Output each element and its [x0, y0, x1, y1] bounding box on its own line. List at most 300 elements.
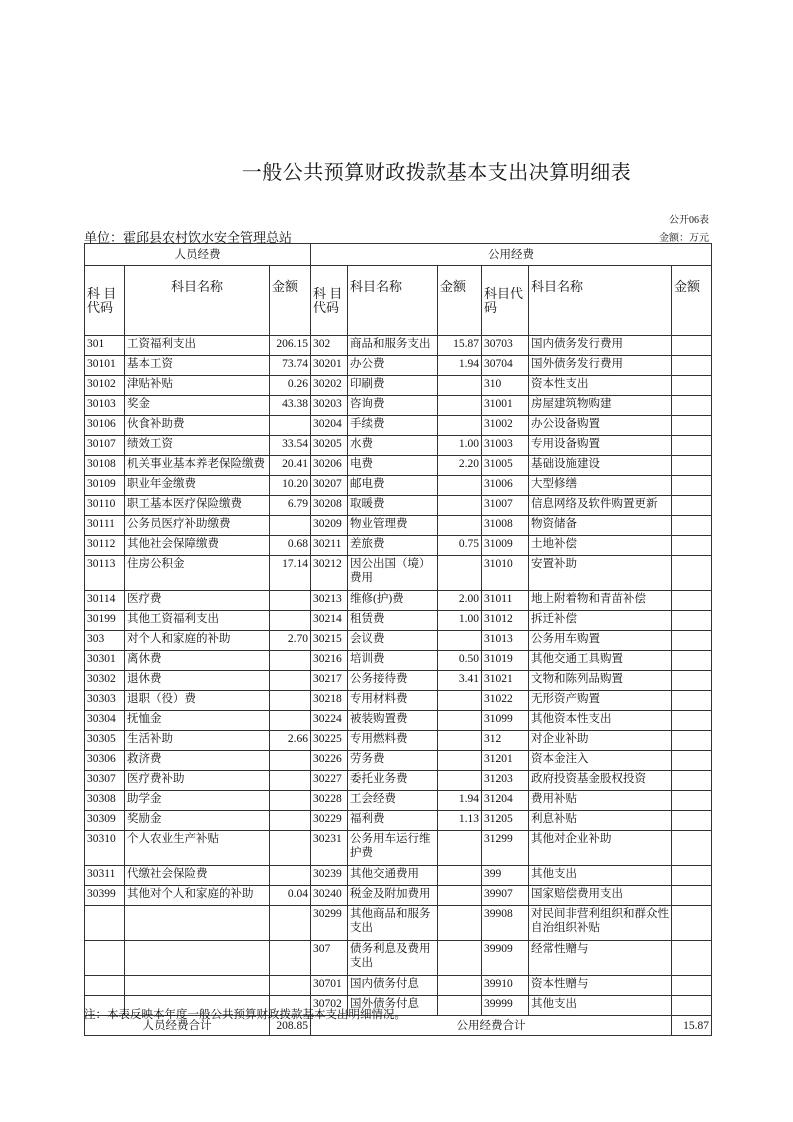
table-row: [85, 976, 712, 996]
cell-amount: [672, 356, 712, 376]
cell-code: 31299: [482, 831, 529, 866]
cell-code: 30202: [311, 376, 348, 396]
cell-code: 30308: [85, 791, 125, 811]
cell-name: 因公出国（境）费用: [348, 556, 438, 591]
cell-code: 31203: [482, 771, 529, 791]
cell-name: 其他工资福利支出: [125, 611, 270, 631]
money-unit-label: 金额：万元: [659, 233, 709, 244]
header-code: 科 目代码: [311, 266, 348, 336]
cell-amount: 10.20: [270, 476, 311, 496]
cell-name: 专用燃料费: [348, 731, 438, 751]
cell-name: 物业管理费: [348, 516, 438, 536]
cell-name: 公务员医疗补助缴费: [125, 516, 270, 536]
table-row: [85, 396, 712, 416]
cell-amount: [270, 611, 311, 631]
table-row: [85, 906, 712, 941]
cell-amount: 2.66: [270, 731, 311, 751]
cell-code: 39909: [482, 941, 529, 976]
group-header-row: [85, 244, 712, 266]
cell-code: 30111: [85, 516, 125, 536]
cell-amount: 3.41: [438, 671, 482, 691]
cell-name: 基本工资: [125, 356, 270, 376]
table-row: [85, 631, 712, 651]
cell-code: 31002: [482, 416, 529, 436]
cell-code: 31019: [482, 651, 529, 671]
cell-name: 奖励金: [125, 811, 270, 831]
cell-name: 债务利息及费用支出: [348, 941, 438, 976]
cell-code: 30109: [85, 476, 125, 496]
cell-amount: [270, 831, 311, 866]
cell-amount: [270, 691, 311, 711]
cell-amount: [270, 651, 311, 671]
cell-code: 31006: [482, 476, 529, 496]
cell-code: 30214: [311, 611, 348, 631]
cell-amount: [270, 941, 311, 976]
cell-amount: 0.68: [270, 536, 311, 556]
cell-code: 312: [482, 731, 529, 751]
cell-name: [125, 976, 270, 996]
cell-amount: [438, 831, 482, 866]
cell-code: 30399: [85, 886, 125, 906]
cell-code: 30702: [311, 996, 348, 1016]
cell-code: 30106: [85, 416, 125, 436]
cell-amount: 33.54: [270, 436, 311, 456]
cell-code: 30208: [311, 496, 348, 516]
cell-code: 30226: [311, 751, 348, 771]
cell-code: 30107: [85, 436, 125, 456]
cell-name: 对个人和家庭的补助: [125, 631, 270, 651]
cell-name: 国外债务付息: [348, 996, 438, 1016]
cell-code: 31008: [482, 516, 529, 536]
cell-code: 30203: [311, 396, 348, 416]
cell-code: 31205: [482, 811, 529, 831]
cell-name: 职业年金缴费: [125, 476, 270, 496]
cell-name: 费用补贴: [529, 791, 672, 811]
page-title: 一般公共预算财政拨款基本支出决算明细表: [241, 162, 632, 184]
cell-name: 工资福利支出: [125, 336, 270, 356]
cell-amount: 1.13: [438, 811, 482, 831]
table-row: [85, 496, 712, 516]
cell-code: 30102: [85, 376, 125, 396]
cell-code: 30703: [482, 336, 529, 356]
public-total-label: 公用经费合计: [311, 1016, 672, 1036]
table-row: [85, 591, 712, 611]
table-row: [85, 691, 712, 711]
table-row: [85, 436, 712, 456]
header-code: 科目代码: [482, 266, 529, 336]
cell-code: 30301: [85, 651, 125, 671]
cell-code: 30212: [311, 556, 348, 591]
cell-amount: [270, 711, 311, 731]
table-row: [85, 376, 712, 396]
cell-name: 其他交通工具购置: [529, 651, 672, 671]
cell-code: 30299: [311, 906, 348, 941]
header-name: 科目名称: [348, 266, 438, 336]
cell-code: 31009: [482, 536, 529, 556]
cell-amount: [672, 886, 712, 906]
cell-amount: [438, 751, 482, 771]
cell-code: 30217: [311, 671, 348, 691]
cell-code: 30101: [85, 356, 125, 376]
cell-code: 30114: [85, 591, 125, 611]
table-row: [85, 651, 712, 671]
cell-name: 工会经费: [348, 791, 438, 811]
cell-code: 30204: [311, 416, 348, 436]
cell-name: 机关事业基本养老保险缴费: [125, 456, 270, 476]
cell-code: 30108: [85, 456, 125, 476]
cell-code: 30205: [311, 436, 348, 456]
cell-name: 基础设施建设: [529, 456, 672, 476]
cell-amount: 2.00: [438, 591, 482, 611]
cell-amount: [438, 731, 482, 751]
cell-amount: [438, 771, 482, 791]
table-row: [85, 476, 712, 496]
cell-name: 税金及附加费用: [348, 886, 438, 906]
cell-code: 30303: [85, 691, 125, 711]
cell-code: 39910: [482, 976, 529, 996]
cell-code: 30211: [311, 536, 348, 556]
cell-code: 30218: [311, 691, 348, 711]
cell-name: 手续费: [348, 416, 438, 436]
cell-name: 拆迁补偿: [529, 611, 672, 631]
cell-amount: 15.87: [438, 336, 482, 356]
table-row: [85, 711, 712, 731]
cell-amount: [672, 336, 712, 356]
cell-amount: 1.00: [438, 436, 482, 456]
cell-amount: [672, 731, 712, 751]
cell-code: 30215: [311, 631, 348, 651]
cell-name: 印刷费: [348, 376, 438, 396]
cell-amount: [672, 456, 712, 476]
cell-amount: [438, 886, 482, 906]
cell-amount: [270, 771, 311, 791]
cell-name: 会议费: [348, 631, 438, 651]
cell-amount: [438, 711, 482, 731]
table-row: [85, 416, 712, 436]
header-amount: 金额: [270, 266, 311, 336]
cell-code: [85, 941, 125, 976]
cell-name: 绩效工资: [125, 436, 270, 456]
cell-name: 资本金注入: [529, 751, 672, 771]
column-header-row: [85, 266, 712, 336]
unit-label: 单位：霍邱县农村饮水安全管理总站: [84, 230, 293, 245]
cell-amount: [672, 436, 712, 456]
cell-amount: [270, 976, 311, 996]
cell-code: 30302: [85, 671, 125, 691]
cell-code: 302: [311, 336, 348, 356]
cell-amount: [672, 996, 712, 1016]
cell-code: 301: [85, 336, 125, 356]
cell-code: 39908: [482, 906, 529, 941]
cell-code: 30224: [311, 711, 348, 731]
cell-amount: [438, 996, 482, 1016]
cell-amount: 1.94: [438, 791, 482, 811]
cell-code: 30206: [311, 456, 348, 476]
cell-amount: [270, 866, 311, 886]
cell-code: 30199: [85, 611, 125, 631]
cell-amount: [672, 691, 712, 711]
cell-amount: [438, 476, 482, 496]
table-row: [85, 831, 712, 866]
cell-code: 30225: [311, 731, 348, 751]
cell-amount: [672, 831, 712, 866]
table-row: [85, 731, 712, 751]
table-row: [85, 941, 712, 976]
cell-name: 无形资产购置: [529, 691, 672, 711]
cell-code: 30704: [482, 356, 529, 376]
cell-amount: [672, 906, 712, 941]
cell-code: 30240: [311, 886, 348, 906]
cell-amount: [672, 771, 712, 791]
cell-amount: 20.41: [270, 456, 311, 476]
cell-name: 信息网络及软件购置更新: [529, 496, 672, 516]
cell-name: 其他支出: [529, 866, 672, 886]
cell-amount: [672, 791, 712, 811]
cell-name: 安置补助: [529, 556, 672, 591]
cell-amount: [270, 791, 311, 811]
cell-name: 培训费: [348, 651, 438, 671]
cell-code: 30309: [85, 811, 125, 831]
cell-amount: [672, 376, 712, 396]
cell-name: 电费: [348, 456, 438, 476]
cell-code: 31010: [482, 556, 529, 591]
cell-name: 被装购置费: [348, 711, 438, 731]
cell-amount: 73.74: [270, 356, 311, 376]
cell-amount: 43.38: [270, 396, 311, 416]
cell-amount: 1.00: [438, 611, 482, 631]
cell-amount: [672, 751, 712, 771]
cell-amount: 17.14: [270, 556, 311, 591]
cell-name: 公务接待费: [348, 671, 438, 691]
cell-amount: [672, 496, 712, 516]
public-total-value: 15.87: [672, 1016, 712, 1036]
cell-code: 30103: [85, 396, 125, 416]
cell-code: 31099: [482, 711, 529, 731]
cell-name: 文物和陈列品购置: [529, 671, 672, 691]
cell-code: 39999: [482, 996, 529, 1016]
cell-name: 其他支出: [529, 996, 672, 1016]
cell-code: 30201: [311, 356, 348, 376]
cell-amount: 206.15: [270, 336, 311, 356]
cell-code: 30110: [85, 496, 125, 516]
header-name: 科目名称: [529, 266, 672, 336]
table-row: [85, 811, 712, 831]
table-row: [85, 771, 712, 791]
cell-code: 307: [311, 941, 348, 976]
cell-amount: [438, 691, 482, 711]
cell-name: 资本性支出: [529, 376, 672, 396]
cell-name: 办公费: [348, 356, 438, 376]
cell-amount: [270, 811, 311, 831]
table-row: [85, 336, 712, 356]
cell-amount: [438, 556, 482, 591]
cell-name: 国家赔偿费用支出: [529, 886, 672, 906]
cell-code: 30228: [311, 791, 348, 811]
cell-name: 伙食补助费: [125, 416, 270, 436]
cell-code: 30207: [311, 476, 348, 496]
cell-name: 水费: [348, 436, 438, 456]
table-row: [85, 886, 712, 906]
expenditure-table: [84, 243, 712, 1036]
cell-amount: [438, 416, 482, 436]
cell-code: 31003: [482, 436, 529, 456]
table-row: [85, 671, 712, 691]
table-row: [85, 866, 712, 886]
cell-name: 个人农业生产补贴: [125, 831, 270, 866]
cell-code: 30239: [311, 866, 348, 886]
cell-name: 其他对个人和家庭的补助: [125, 886, 270, 906]
table-row: [85, 556, 712, 591]
cell-amount: [672, 416, 712, 436]
cell-amount: [270, 906, 311, 941]
cell-amount: [438, 516, 482, 536]
cell-name: 对民间非营利组织和群众性自治组织补贴: [529, 906, 672, 941]
cell-amount: [672, 396, 712, 416]
cell-code: 30307: [85, 771, 125, 791]
cell-amount: 6.79: [270, 496, 311, 516]
footnote: 注：本表反映本年度一般公共预算财政拨款基本支出明细情况。: [84, 1009, 406, 1021]
cell-name: 其他交通费用: [348, 866, 438, 886]
cell-name: 助学金: [125, 791, 270, 811]
cell-amount: [672, 941, 712, 976]
table-row: [85, 516, 712, 536]
cell-name: 办公设备购置: [529, 416, 672, 436]
cell-amount: 2.70: [270, 631, 311, 651]
cell-amount: [270, 416, 311, 436]
table-row: [85, 751, 712, 771]
cell-amount: [672, 866, 712, 886]
cell-amount: [672, 611, 712, 631]
cell-name: 租赁费: [348, 611, 438, 631]
cell-code: 399: [482, 866, 529, 886]
cell-name: 福利费: [348, 811, 438, 831]
group-personnel: 人员经费: [85, 244, 311, 266]
cell-name: 土地补偿: [529, 536, 672, 556]
cell-name: 奖金: [125, 396, 270, 416]
personnel-total-label: 人员经费合计: [85, 1016, 270, 1036]
cell-name: 公务用车运行维护费: [348, 831, 438, 866]
cell-code: 30310: [85, 831, 125, 866]
cell-code: 30304: [85, 711, 125, 731]
cell-amount: [438, 631, 482, 651]
cell-code: 303: [85, 631, 125, 651]
cell-amount: [270, 671, 311, 691]
header-name: 科目名称: [125, 266, 270, 336]
header-code: 科 目代码: [85, 266, 125, 336]
cell-name: 其他资本性支出: [529, 711, 672, 731]
personnel-total-value: 208.85: [270, 1016, 311, 1036]
cell-name: 其他社会保障缴费: [125, 536, 270, 556]
cell-code: 30311: [85, 866, 125, 886]
table-row: [85, 611, 712, 631]
cell-name: 医疗费: [125, 591, 270, 611]
cell-amount: [672, 651, 712, 671]
cell-code: 30213: [311, 591, 348, 611]
cell-code: 30112: [85, 536, 125, 556]
cell-amount: [672, 976, 712, 996]
cell-name: 政府投资基金股权投资: [529, 771, 672, 791]
cell-amount: [438, 396, 482, 416]
cell-code: 310: [482, 376, 529, 396]
cell-name: 医疗费补助: [125, 771, 270, 791]
cell-name: 其他商品和服务支出: [348, 906, 438, 941]
cell-amount: 2.20: [438, 456, 482, 476]
cell-name: 其他对企业补助: [529, 831, 672, 866]
cell-code: 31201: [482, 751, 529, 771]
cell-name: 资本性赠与: [529, 976, 672, 996]
cell-amount: [438, 941, 482, 976]
cell-amount: [270, 751, 311, 771]
cell-code: [85, 906, 125, 941]
cell-amount: [438, 866, 482, 886]
cell-name: 差旅费: [348, 536, 438, 556]
cell-name: 劳务费: [348, 751, 438, 771]
cell-name: 国内债务付息: [348, 976, 438, 996]
header-amount: 金额: [438, 266, 482, 336]
cell-amount: [438, 906, 482, 941]
cell-name: 房屋建筑物购建: [529, 396, 672, 416]
cell-code: 30306: [85, 751, 125, 771]
table-row: [85, 356, 712, 376]
cell-name: 专用材料费: [348, 691, 438, 711]
cell-code: 39907: [482, 886, 529, 906]
cell-amount: [672, 516, 712, 536]
cell-name: [125, 906, 270, 941]
cell-name: 专用设备购置: [529, 436, 672, 456]
cell-name: 地上附着物和青苗补偿: [529, 591, 672, 611]
cell-amount: [438, 376, 482, 396]
cell-name: 对企业补助: [529, 731, 672, 751]
cell-name: 公务用车购置: [529, 631, 672, 651]
cell-code: 31204: [482, 791, 529, 811]
table-row: [85, 536, 712, 556]
cell-name: 救济费: [125, 751, 270, 771]
cell-code: 30701: [311, 976, 348, 996]
cell-name: 代缴社会保险费: [125, 866, 270, 886]
cell-name: 咨询费: [348, 396, 438, 416]
cell-name: 离休费: [125, 651, 270, 671]
cell-amount: [672, 556, 712, 591]
cell-name: 利息补贴: [529, 811, 672, 831]
cell-code: [85, 976, 125, 996]
cell-amount: [672, 591, 712, 611]
cell-name: 津贴补贴: [125, 376, 270, 396]
cell-name: 职工基本医疗保险缴费: [125, 496, 270, 516]
cell-amount: [672, 671, 712, 691]
cell-amount: 0.04: [270, 886, 311, 906]
header-amount: 金额: [672, 266, 712, 336]
cell-amount: [672, 536, 712, 556]
cell-amount: 1.94: [438, 356, 482, 376]
cell-code: 31013: [482, 631, 529, 651]
cell-name: 商品和服务支出: [348, 336, 438, 356]
cell-code: 31022: [482, 691, 529, 711]
cell-code: 30209: [311, 516, 348, 536]
cell-code: 31012: [482, 611, 529, 631]
cell-code: 30305: [85, 731, 125, 751]
cell-code: 30229: [311, 811, 348, 831]
cell-code: 31021: [482, 671, 529, 691]
cell-name: 邮电费: [348, 476, 438, 496]
cell-name: [125, 941, 270, 976]
table-row: [85, 456, 712, 476]
cell-amount: 0.75: [438, 536, 482, 556]
cell-amount: [270, 516, 311, 536]
cell-amount: [672, 631, 712, 651]
cell-name: 退休费: [125, 671, 270, 691]
cell-name: 抚恤金: [125, 711, 270, 731]
cell-amount: [672, 811, 712, 831]
